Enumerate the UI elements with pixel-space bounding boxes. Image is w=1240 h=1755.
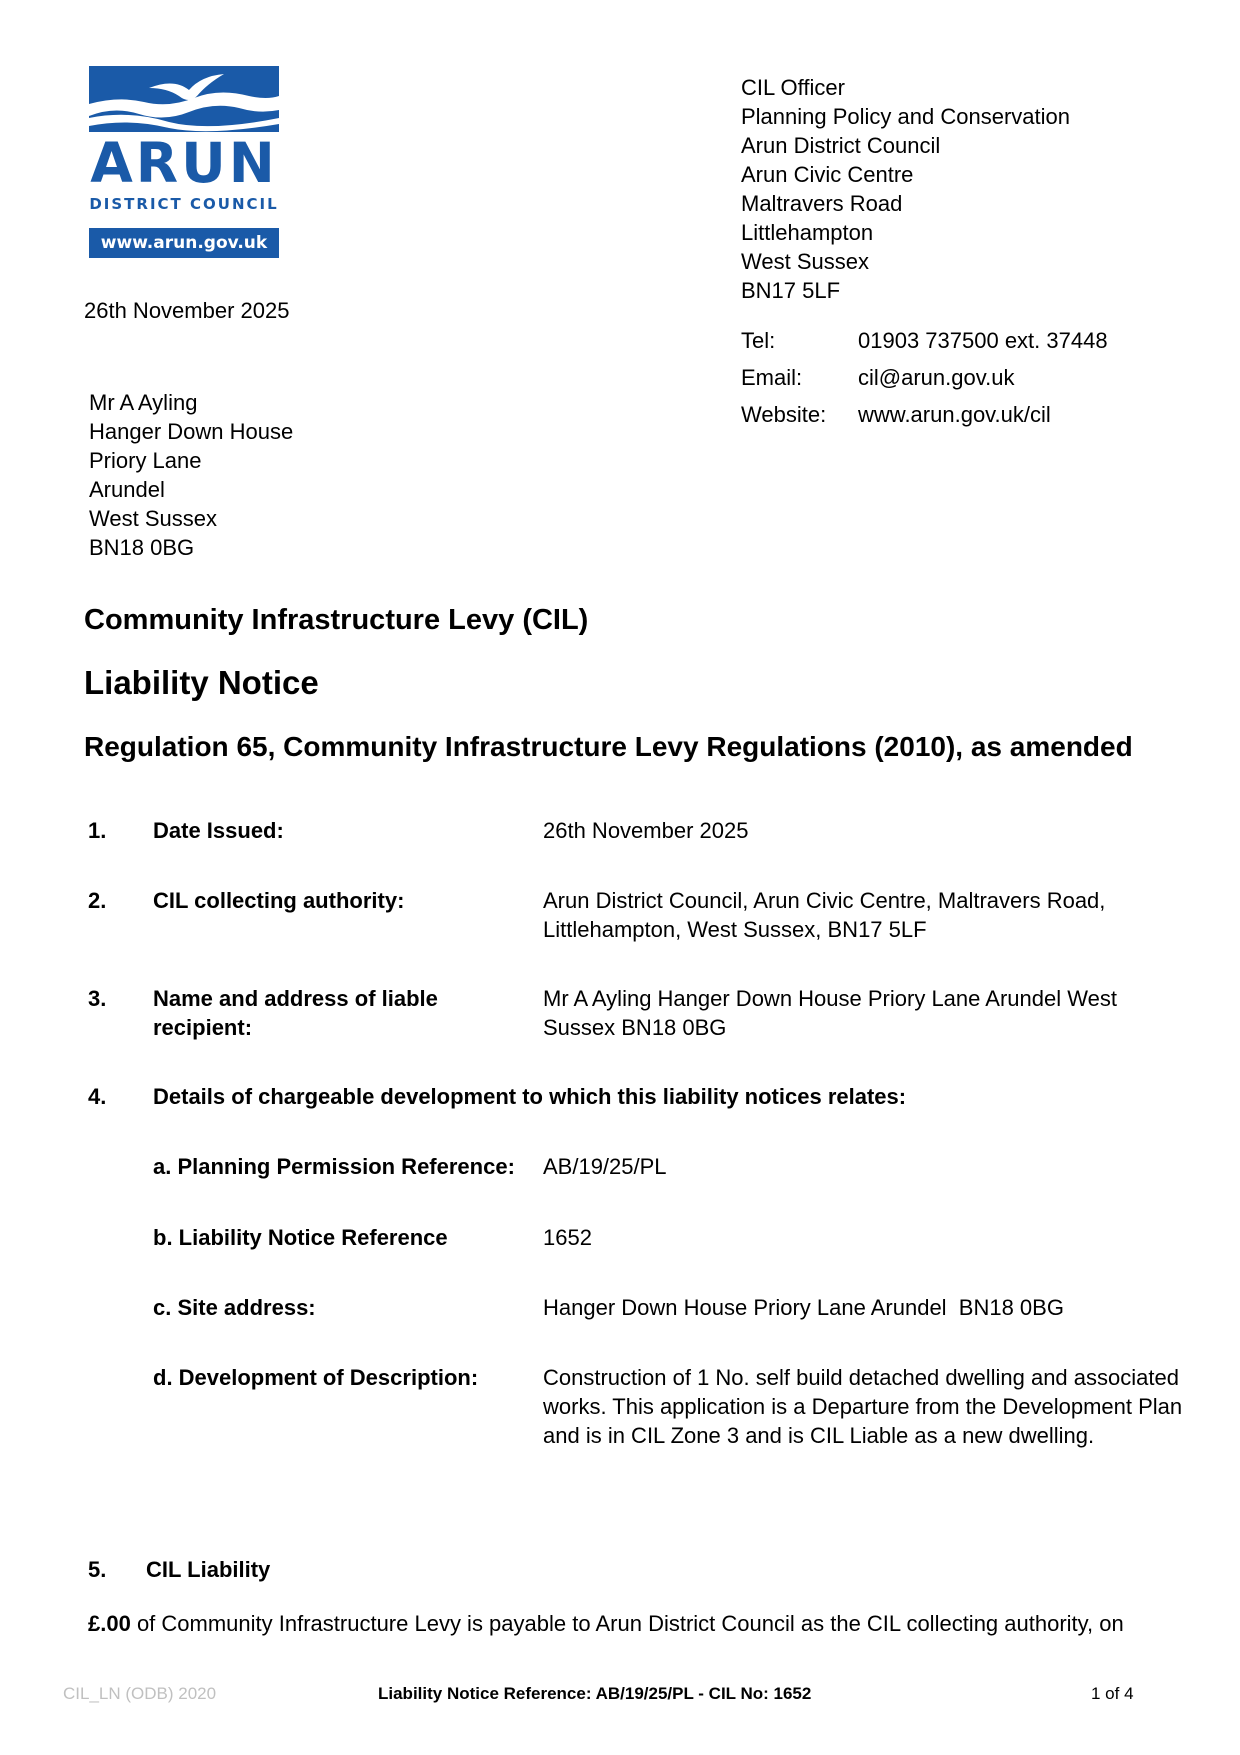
footer-page-number: 1 of 4 bbox=[1091, 1684, 1134, 1703]
item-value-collecting-authority: Arun District Council, Arun Civic Centre, Maltravers Road, Littlehampton, West Sussex, BN17 5LF bbox=[543, 888, 1106, 942]
item-value-date-issued: 26th November 2025 bbox=[543, 818, 749, 843]
item-number: 4. bbox=[88, 1084, 107, 1109]
regulation-heading: Regulation 65, Community Infrastructure Levy Regulations (2010), as amended bbox=[84, 731, 1133, 762]
subitem-label-planning-reference: a. Planning Permission Reference: bbox=[153, 1154, 515, 1179]
sender-address-line: Littlehampton bbox=[741, 220, 874, 245]
letter-date: 26th November 2025 bbox=[84, 298, 290, 323]
sender-address-line: Planning Policy and Conservation bbox=[741, 104, 1070, 129]
item-label-cil-liability: CIL Liability bbox=[146, 1557, 271, 1582]
liability-amount: £.00 bbox=[88, 1611, 131, 1636]
item-number: 5. bbox=[88, 1557, 107, 1582]
liability-paragraph bbox=[88, 1609, 1124, 1638]
sender-address-line: West Sussex bbox=[741, 249, 869, 274]
sender-address-line: CIL Officer bbox=[741, 75, 845, 100]
tel-label: Tel: bbox=[741, 328, 776, 353]
email-link[interactable]: cil@arun.gov.uk bbox=[858, 365, 1015, 390]
subitem-value-description: Construction of 1 No. self build detached dwelling and associated works. This application is a Departure from the Development Plan and is in CIL Zone 3 and is CIL Liable as a new dwelling. bbox=[543, 1365, 1183, 1448]
subitem-label-description: d. Development of Description: bbox=[153, 1365, 479, 1390]
item-label-collecting-authority: CIL collecting authority: bbox=[153, 888, 405, 913]
sender-address-line: Maltravers Road bbox=[741, 191, 903, 216]
item-number: 2. bbox=[88, 888, 107, 913]
subitem-label-notice-reference: b. Liability Notice Reference bbox=[153, 1225, 448, 1250]
recipient-address-line: Arundel bbox=[89, 477, 165, 502]
notice-title: Liability Notice bbox=[84, 664, 319, 701]
subitem-label-site-address: c. Site address: bbox=[153, 1295, 316, 1320]
document-title: Community Infrastructure Levy (CIL) bbox=[84, 604, 589, 636]
recipient-address bbox=[89, 388, 293, 562]
item-number: 3. bbox=[88, 986, 107, 1011]
logo-url: www.arun.gov.uk bbox=[89, 228, 279, 258]
sender-address-line: BN17 5LF bbox=[741, 278, 841, 303]
recipient-address-line: Mr A Ayling bbox=[89, 390, 198, 415]
item-value-liable-recipient: Mr A Ayling Hanger Down House Priory Lane Arundel West Sussex BN18 0BG bbox=[543, 986, 1117, 1040]
website-link[interactable]: www.arun.gov.uk/cil bbox=[858, 402, 1051, 427]
sender-address bbox=[741, 73, 1070, 305]
email-label: Email: bbox=[741, 365, 803, 390]
tel-value: 01903 737500 ext. 37448 bbox=[858, 328, 1108, 353]
recipient-address-line: Hanger Down House bbox=[89, 419, 294, 444]
recipient-address-line: Priory Lane bbox=[89, 448, 202, 473]
seagull-banner-icon bbox=[89, 66, 279, 132]
recipient-address-line: BN18 0BG bbox=[89, 535, 195, 560]
item-label-date-issued: Date Issued: bbox=[153, 818, 284, 843]
subitem-value-notice-reference: 1652 bbox=[543, 1225, 592, 1250]
item-label-liable-recipient: Name and address of liable recipient: bbox=[153, 986, 438, 1040]
recipient-address-line: West Sussex bbox=[89, 506, 217, 531]
sender-address-line: Arun Civic Centre bbox=[741, 162, 914, 187]
item-number: 1. bbox=[88, 818, 107, 843]
logo-name: ARUN bbox=[90, 131, 278, 195]
footer-reference: Liability Notice Reference: AB/19/25/PL - CIL No: 1652 bbox=[378, 1684, 812, 1703]
item-label-chargeable-development: Details of chargeable development to which this liability notices relates: bbox=[153, 1084, 907, 1109]
liability-text: of Community Infrastructure Levy is payable to Arun District Council as the CIL collecting authority, on bbox=[130, 1611, 1124, 1636]
footer-form-code: CIL_LN (ODB) 2020 bbox=[63, 1684, 217, 1703]
subitem-value-planning-reference: AB/19/25/PL bbox=[543, 1154, 667, 1179]
website-label: Website: bbox=[741, 402, 827, 427]
council-logo bbox=[89, 66, 279, 258]
subitem-value-site-address: Hanger Down House Priory Lane Arundel BN18 0BG bbox=[543, 1295, 1064, 1320]
logo-subtitle: DISTRICT COUNCIL bbox=[89, 195, 279, 213]
sender-address-line: Arun District Council bbox=[741, 133, 941, 158]
